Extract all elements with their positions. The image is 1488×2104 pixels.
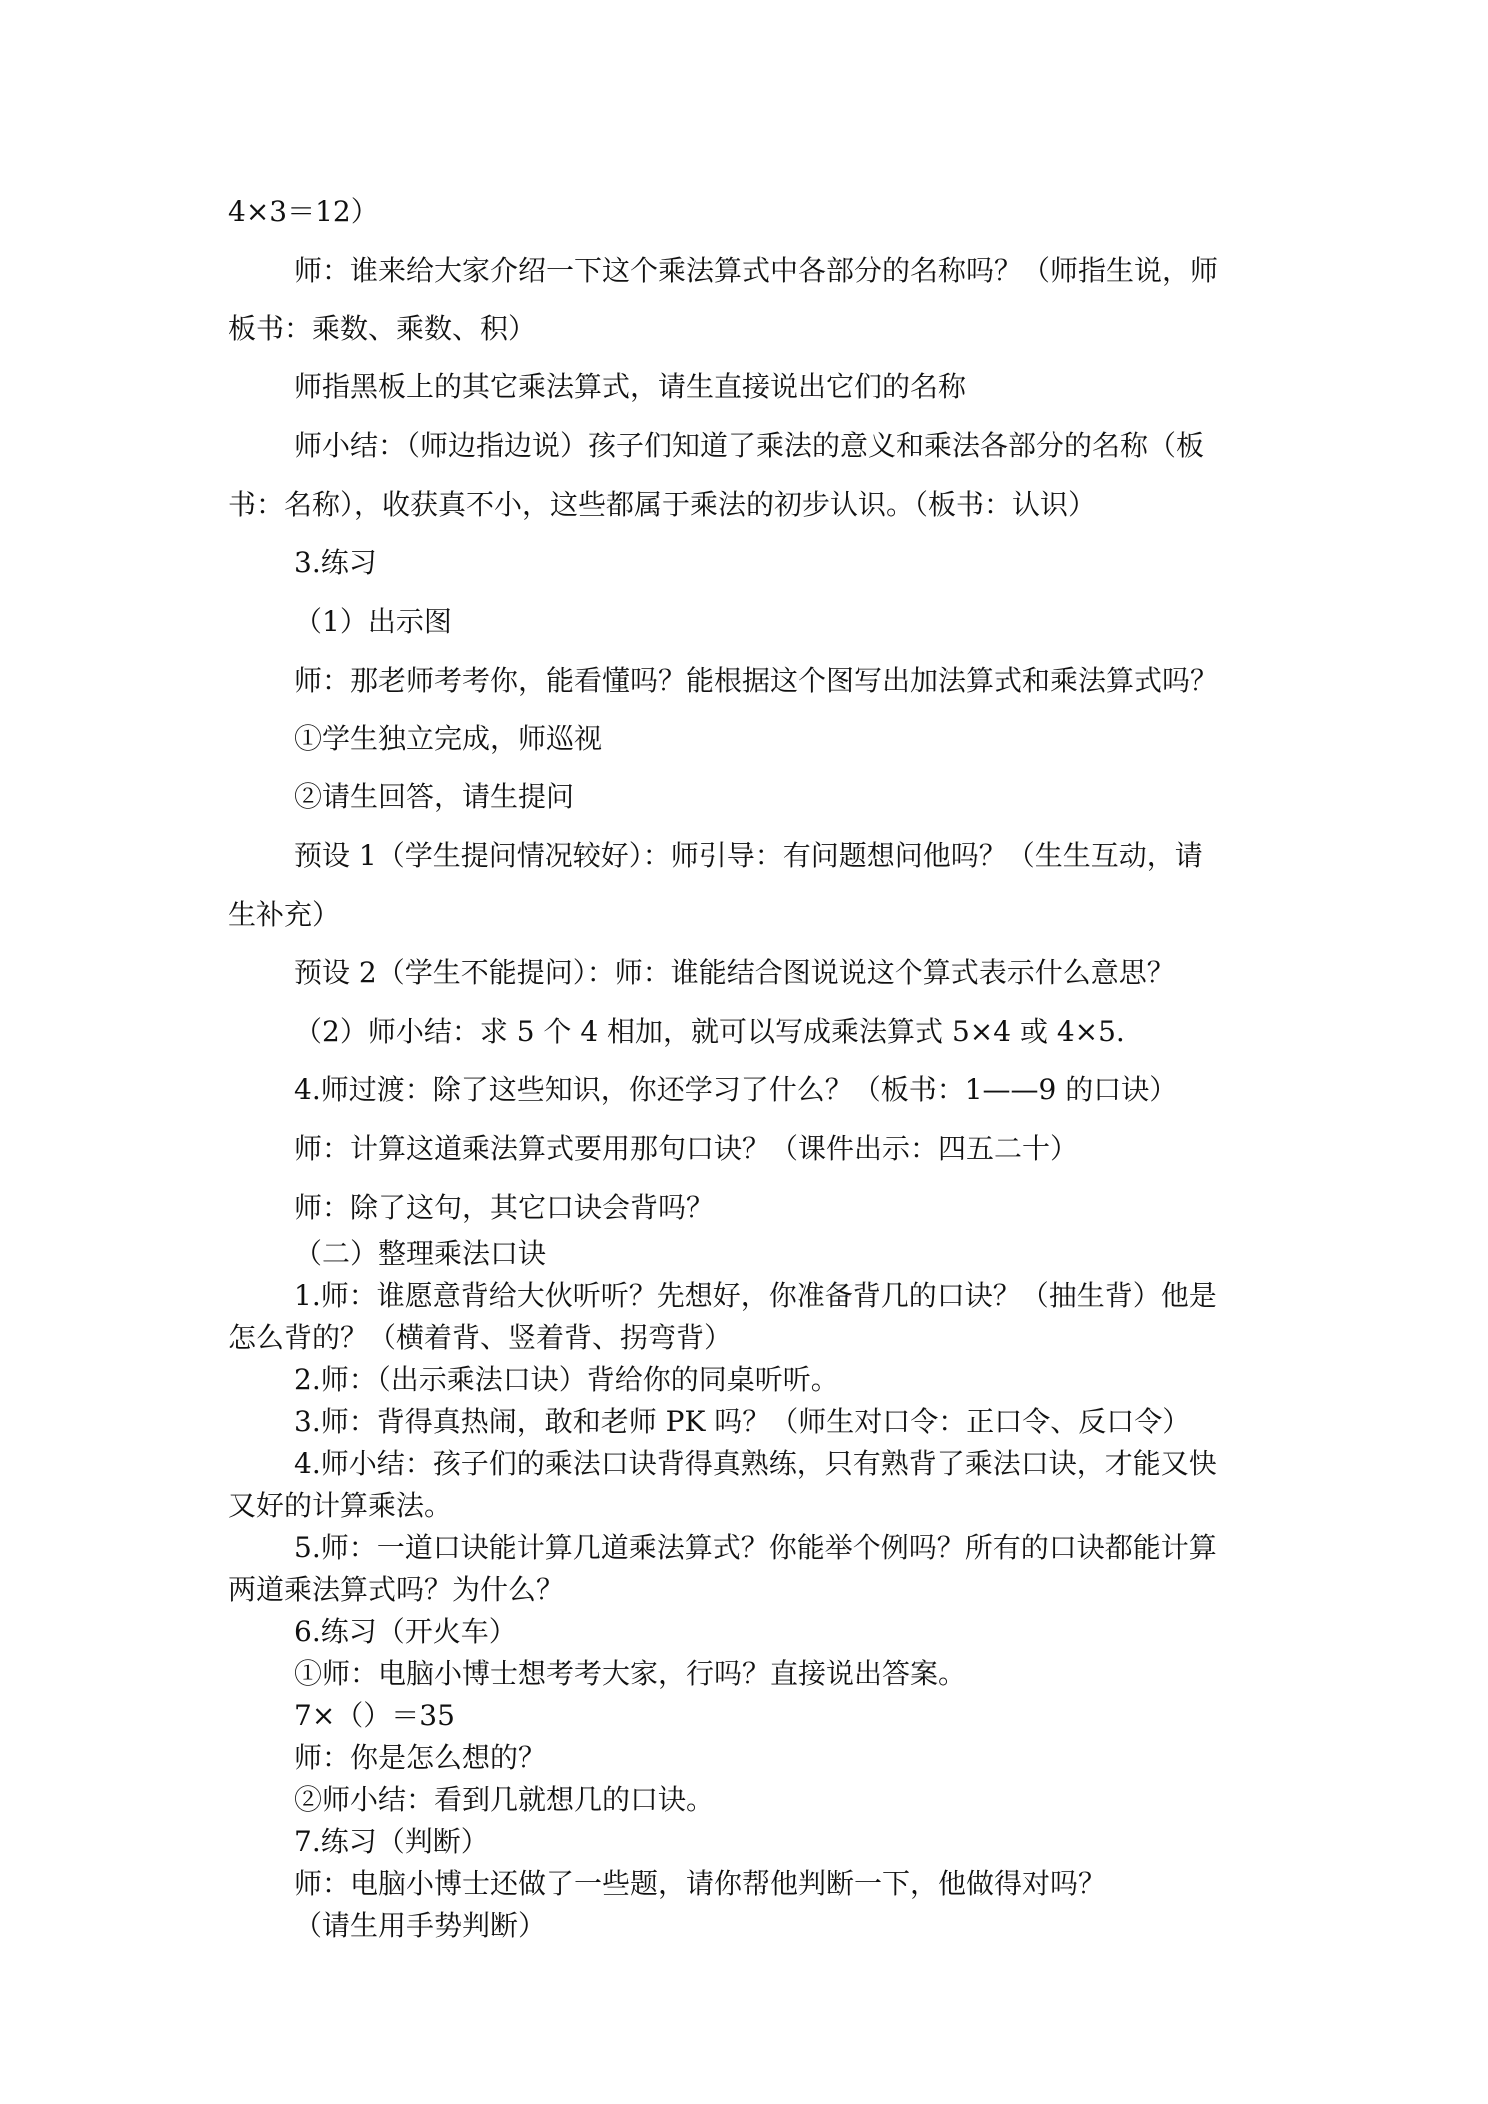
section-heading: 6.练习（开火车） [294, 1615, 517, 1648]
section-heading: 3.练习 [294, 546, 377, 579]
text-line: 师小结：（师边指边说）孩子们知道了乘法的意义和乘法各部分的名称（板 [294, 429, 1205, 462]
text-line: 师：你是怎么想的？ [294, 1741, 547, 1774]
text-line: 师：谁来给大家介绍一下这个乘法算式中各部分的名称吗？（师指生说，师 [294, 254, 1219, 287]
text-line: 1.师：谁愿意背给大伙听听？先想好，你准备背几的口诀？（抽生背）他是 [294, 1279, 1217, 1312]
text-line: 2.师：（出示乘法口诀）背给你的同桌听听。 [294, 1363, 839, 1396]
text-line: 师指黑板上的其它乘法算式，请生直接说出它们的名称 [294, 370, 967, 403]
section-heading: 7.练习（判断） [294, 1825, 489, 1858]
text-line: ①师：电脑小博士想考考大家，行吗？直接说出答案。 [294, 1657, 967, 1690]
text-line: 预设 1（学生提问情况较好）：师引导：有问题想问他吗？（生生互动，请 [294, 839, 1203, 872]
text-line: 4.师小结：孩子们的乘法口诀背得真熟练，只有熟背了乘法口诀，才能又快 [294, 1447, 1217, 1480]
text-line: 书：名称），收获真不小，这些都属于乘法的初步认识。（板书：认识） [228, 488, 1097, 521]
text-line: 师：那老师考考你，能看懂吗？能根据这个图写出加法算式和乘法算式吗？ [294, 664, 1219, 697]
text-line: 4.师过渡：除了这些知识，你还学习了什么？（板书：1——9 的口诀） [294, 1073, 1178, 1106]
text-line: 板书：乘数、乘数、积） [228, 312, 537, 345]
text-line: 4×3＝12） [228, 195, 379, 228]
text-line: （请生用手势判断） [294, 1909, 547, 1942]
text-line: 师：电脑小博士还做了一些题，请你帮他判断一下，他做得对吗？ [294, 1867, 1107, 1900]
text-line: 师：除了这句，其它口诀会背吗？ [294, 1191, 715, 1224]
text-line: 3.师：背得真热闹，敢和老师 PK 吗？（师生对口令：正口令、反口令） [294, 1405, 1191, 1438]
section-heading: （二）整理乘法口诀 [294, 1237, 547, 1270]
text-line: 生补充） [228, 898, 341, 931]
text-line: ②师小结：看到几就想几的口诀。 [294, 1783, 715, 1816]
text-line: 又好的计算乘法。 [228, 1489, 453, 1522]
text-line: 怎么背的？（横着背、竖着背、拐弯背） [228, 1321, 733, 1354]
text-line: 预设 2（学生不能提问）：师：谁能结合图说说这个算式表示什么意思？ [294, 956, 1175, 989]
text-line: 5.师：一道口诀能计算几道乘法算式？你能举个例吗？所有的口诀都能计算 [294, 1531, 1217, 1564]
text-line: 师：计算这道乘法算式要用那句口诀？（课件出示：四五二十） [294, 1132, 1079, 1165]
text-line: ②请生回答，请生提问 [294, 780, 575, 813]
text-line: ①学生独立完成，师巡视 [294, 722, 603, 755]
text-line: 7×（）＝35 [294, 1699, 455, 1732]
text-line: （1）出示图 [294, 605, 452, 638]
text-line: 两道乘法算式吗？为什么？ [228, 1573, 565, 1606]
text-line: （2）师小结：求 5 个 4 相加，就可以写成乘法算式 5×4 或 4×5. [294, 1015, 1125, 1048]
